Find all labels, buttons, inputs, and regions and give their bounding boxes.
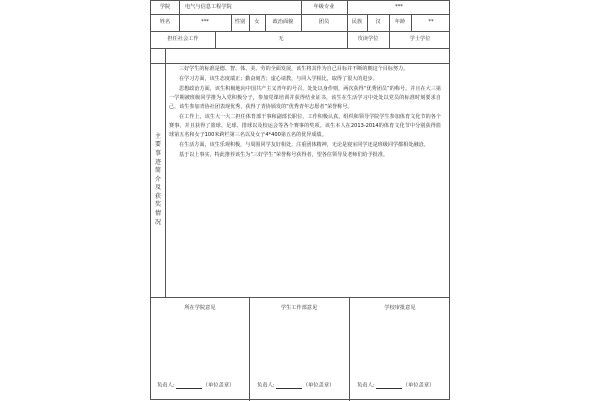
college-value: 电气与信息工程学院 (185, 3, 232, 10)
political-value: 团员 (318, 18, 330, 25)
gender-label: 性别 (234, 18, 246, 25)
row-divider (151, 48, 449, 49)
deeds-paragraph: 思想政治方面，该生积极地向中国共产主义青年的号召，处处以身作则，两次获得“优秀团员”的称号，并且在大三第一学期被班级同学推为入党积极分子，参加党课培训并获得结业证书，该生在生活学习中处处以党员的标准时刻要求自己，该生参加青协社团表现优秀，获得了青协颁发的“优秀青年志愿者”荣誉称号。 (169, 85, 441, 110)
deeds-paragraph: 三好学生的标准是德、智、体、美、劳的全面发展，该生将其作为自己目标并不断的朝这个目标努力。 (179, 66, 409, 72)
seal-note: （单位盖章） (202, 382, 235, 389)
age-value: ** (428, 18, 434, 25)
name-label: 姓名 (159, 18, 171, 25)
grade-major-value: *** (395, 3, 403, 10)
name-value: *** (201, 18, 209, 25)
seal-note: （单位盖章） (302, 382, 335, 389)
signature-blank[interactable] (176, 383, 202, 389)
col-divider (165, 48, 166, 297)
school-signature-line (357, 383, 434, 389)
side-char: 获 (154, 192, 161, 200)
signature-blank[interactable] (276, 383, 302, 389)
degree-label: 攻读学位 (357, 35, 379, 42)
ethnicity-value: 汉 (375, 18, 381, 25)
recommendation-form (150, 0, 450, 400)
signature-blank[interactable] (376, 383, 402, 389)
responsible-label: 负责人: (357, 382, 375, 389)
responsible-label: 负责人: (157, 382, 175, 389)
deeds-paragraph: 在生活方面，该生乐观积极，与周围同学友好相处，注重团体精神，无论是寝室同学还是班级同学都相处融洽。 (179, 142, 429, 148)
side-char: 介 (154, 175, 161, 183)
degree-value: 学士学位 (409, 35, 431, 42)
deeds-paragraph: 基于以上事实，特此推荐该生为“三好学生”荣誉称号获得者，望各位领导及老师们给予批准。 (179, 151, 389, 158)
side-char: 及 (154, 184, 161, 192)
seal-note: （单位盖章） (402, 382, 435, 389)
ethnicity-label: 民族 (351, 18, 363, 25)
college-opinion-title: 所在学院意见 (184, 305, 216, 312)
side-char: 奖 (154, 201, 161, 209)
deeds-side-label (151, 63, 165, 297)
social-work-value: 无 (278, 35, 284, 42)
side-char: 情 (154, 210, 161, 218)
college-label: 学院 (159, 3, 171, 10)
col-divider (179, 1, 180, 14)
side-char: 简 (154, 167, 161, 175)
deeds-paragraph: 在工作上，该生大一大二担任体育部干事和副部长职位，工作积极认真，组织和领导学院学生参加体育文化节的各个赛事，并且获得了篮球、足球、排球以及校运会等各个赛事的奖项。该生本人在2013-2014的体育文化节中分别获得篮球第五名和女子100米跨栏第三名以及女子4*400第五名的优异成绩。 (169, 113, 441, 139)
side-char: 主 (154, 132, 161, 140)
responsible-label: 负责人: (257, 382, 275, 389)
row-divider (151, 297, 449, 298)
age-label: 年龄 (394, 18, 406, 25)
school-opinion-title: 学校审批意见 (384, 305, 416, 312)
side-char: 要 (154, 141, 161, 149)
side-char: 事 (154, 149, 161, 157)
student-affairs-signature-line (257, 383, 334, 389)
college-signature-line (157, 383, 234, 389)
side-char: 况 (154, 218, 161, 226)
student-affairs-opinion-title: 学生工作部意见 (280, 305, 318, 312)
deeds-paragraph: 在学习方面，该生态度端正；勤奋刻苦；虚心请教，与同入学相比，取得了很大的进步。 (179, 75, 378, 82)
gender-value: 女 (254, 18, 260, 25)
social-work-label: 担任社会工作 (167, 35, 199, 42)
political-label: 政治面貌 (272, 18, 294, 25)
grade-major-label: 年级专业 (313, 3, 335, 10)
row-divider (151, 63, 449, 64)
deeds-body (169, 65, 441, 161)
side-char: 迹 (154, 158, 161, 166)
